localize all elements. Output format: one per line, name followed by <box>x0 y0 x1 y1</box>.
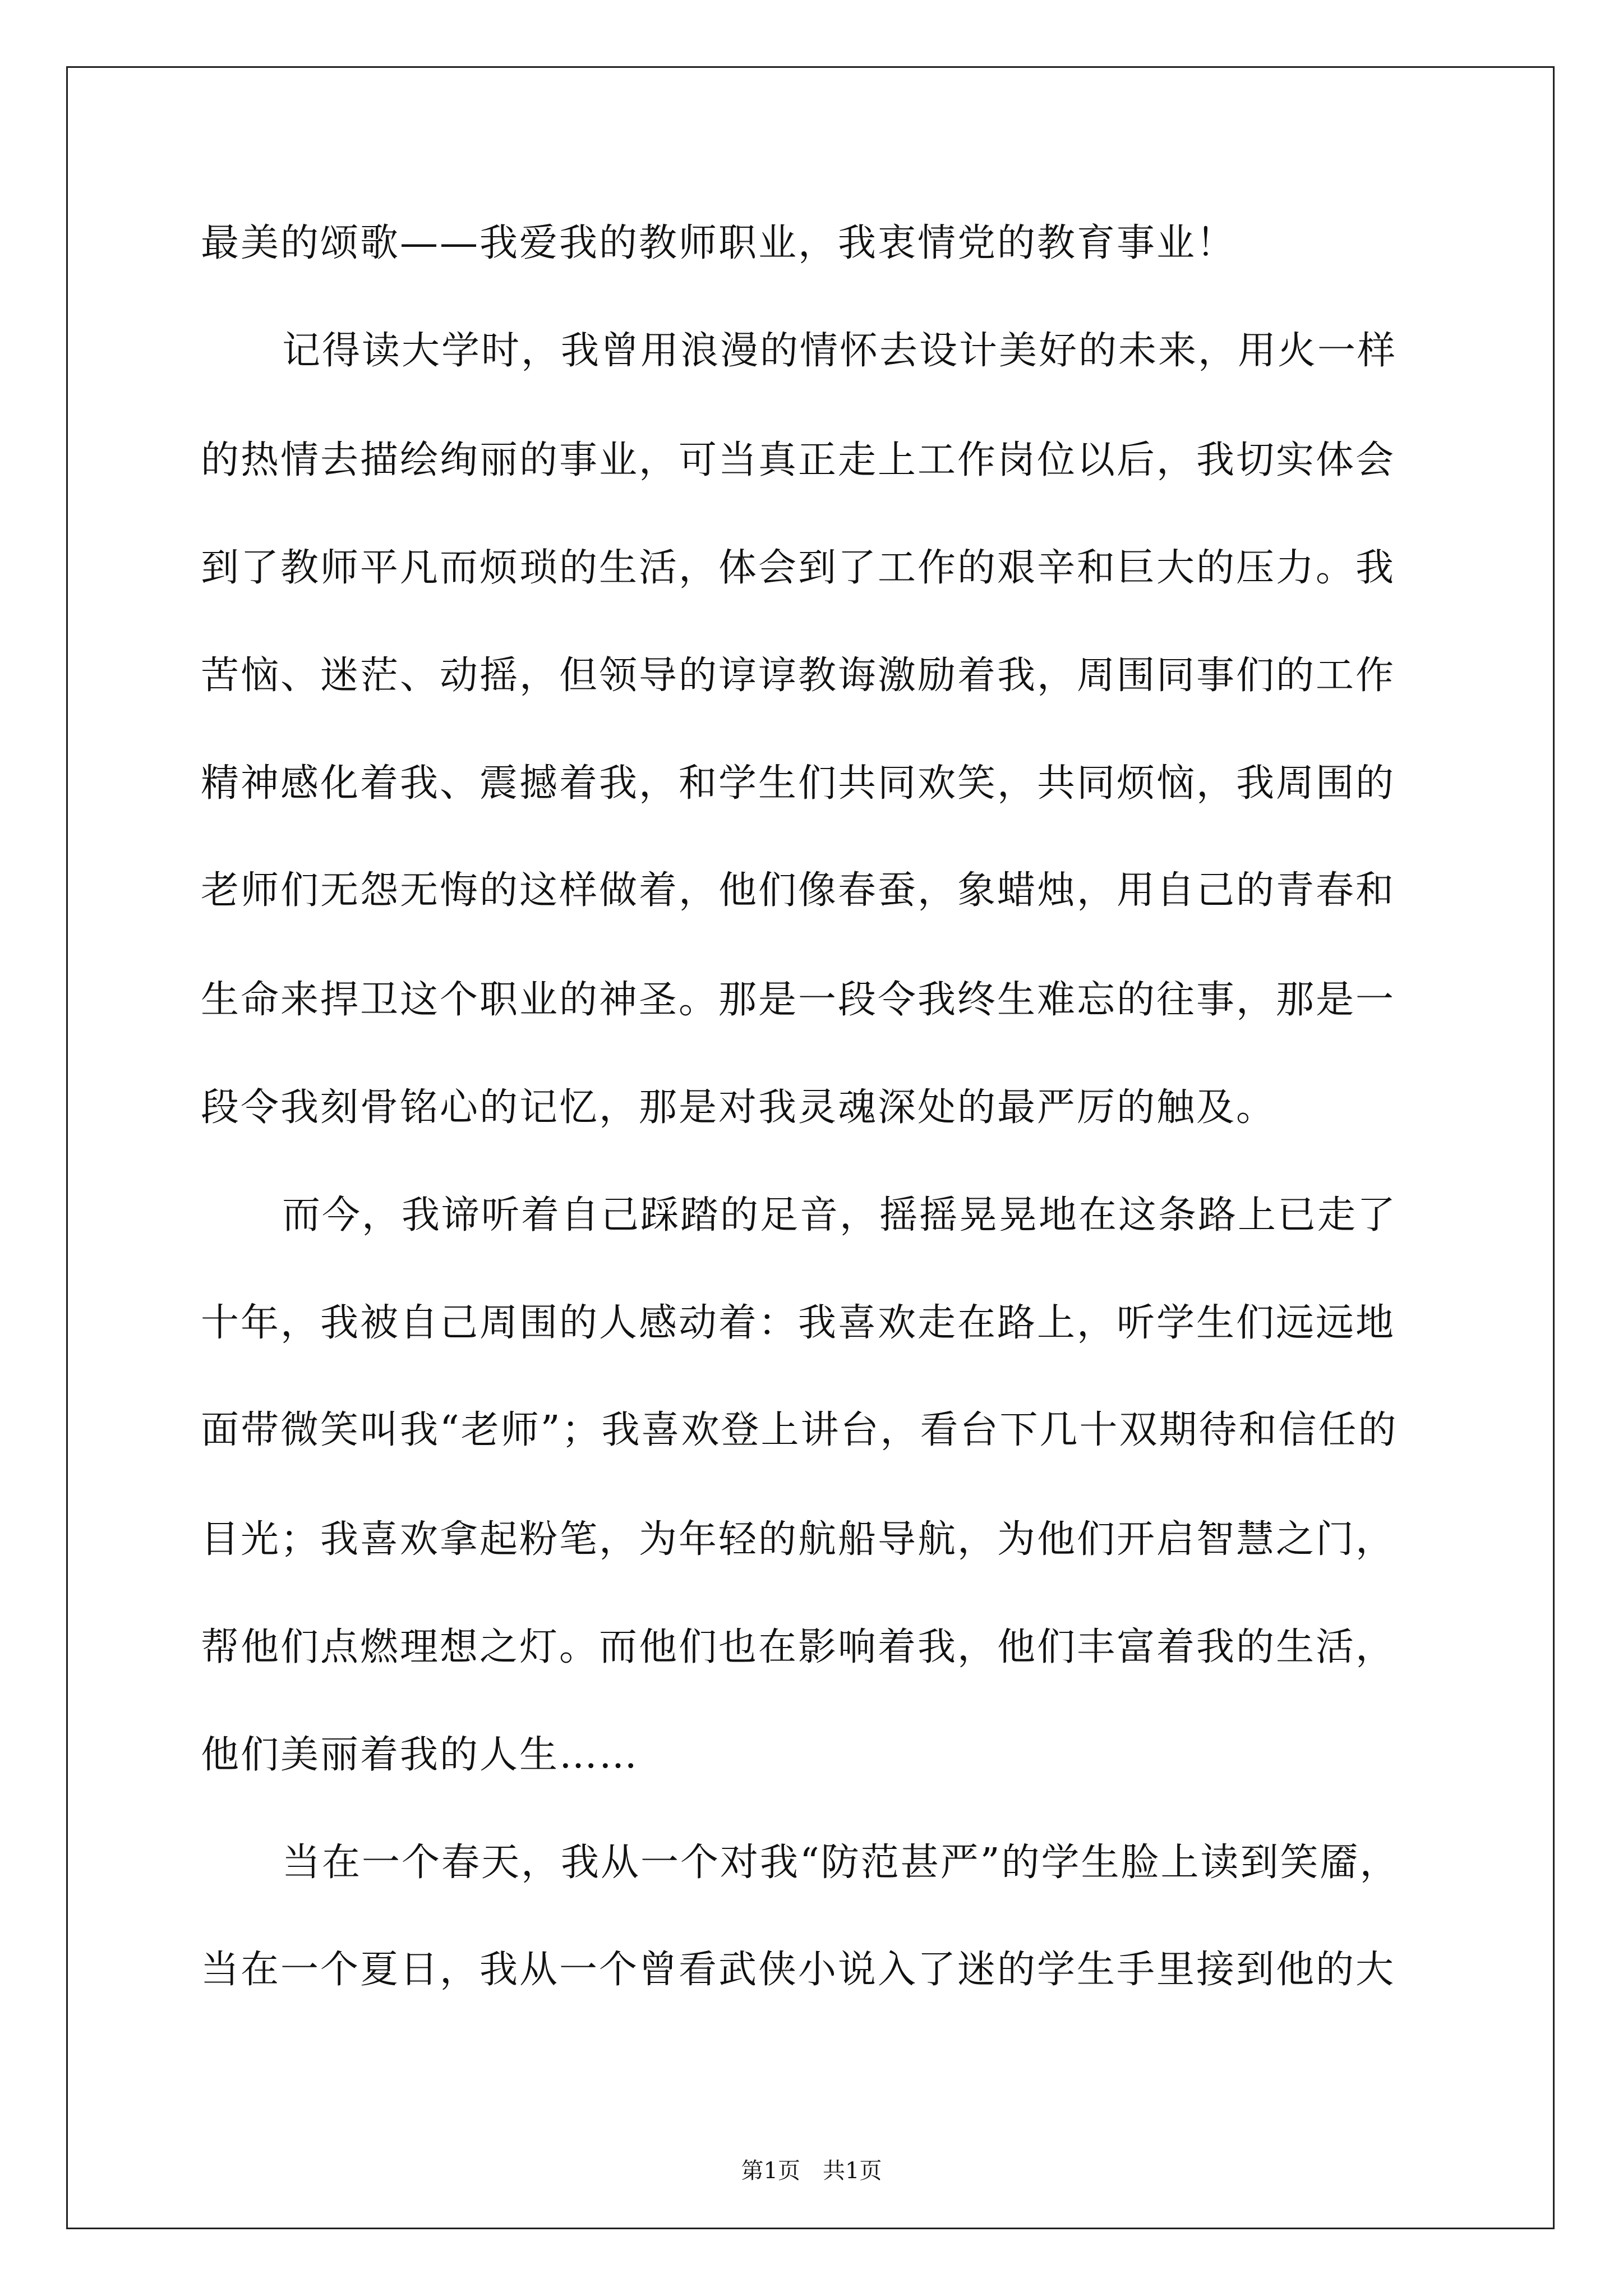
text-line-15: 他们美丽着我的人生…… <box>201 1733 639 1777</box>
text-line-14: 帮他们点燃理想之灯。而他们也在影响着我，他们丰富着我的生活， <box>201 1625 1396 1669</box>
text-line-1: 最美的颂歌——我爱我的教师职业，我衷情党的教育事业！ <box>201 221 1237 265</box>
text-line-17: 当在一个夏日，我从一个曾看武侠小说入了迷的学生手里接到他的大 <box>201 1948 1396 1992</box>
text-line-11: 十年，我被自己周围的人感动着：我喜欢走在路上，听学生们远远地 <box>201 1301 1396 1345</box>
text-line-10: 而今，我谛听着自己踩踏的足音，摇摇晃晃地在这条路上已走了 <box>282 1193 1398 1237</box>
text-line-16: 当在一个春天，我从一个对我“防范甚严”的学生脸上读到笑靥， <box>282 1841 1400 1885</box>
page-border <box>66 66 1555 2229</box>
text-line-8: 生命来捍卫这个职业的神圣。那是一段令我终生难忘的往事，那是一 <box>201 978 1396 1022</box>
text-line-4: 到了教师平凡而烦琐的生活，体会到了工作的艰辛和巨大的压力。我 <box>201 546 1396 590</box>
page-footer: 第1页 共1页 <box>741 2158 882 2184</box>
text-line-7: 老师们无怨无悔的这样做着，他们像春蚕，象蜡烛，用自己的青春和 <box>201 868 1396 913</box>
text-line-3: 的热情去描绘绚丽的事业，可当真正走上工作岗位以后，我切实体会 <box>201 438 1396 482</box>
text-line-12: 面带微笑叫我“老师”；我喜欢登上讲台，看台下几十双期待和信任的 <box>201 1408 1398 1452</box>
text-line-9: 段令我刻骨铭心的记忆，那是对我灵魂深处的最严厉的触及。 <box>201 1085 1276 1130</box>
text-line-13: 目光；我喜欢拿起粉笔，为年轻的航船导航，为他们开启智慧之门， <box>201 1517 1396 1562</box>
text-line-5: 苦恼、迷茫、动摇，但领导的谆谆教诲激励着我，周围同事们的工作 <box>201 654 1396 698</box>
text-line-6: 精神感化着我、震撼着我，和学生们共同欢笑，共同烦恼，我周围的 <box>201 761 1396 806</box>
text-line-2: 记得读大学时，我曾用浪漫的情怀去设计美好的未来，用火一样 <box>282 329 1398 373</box>
